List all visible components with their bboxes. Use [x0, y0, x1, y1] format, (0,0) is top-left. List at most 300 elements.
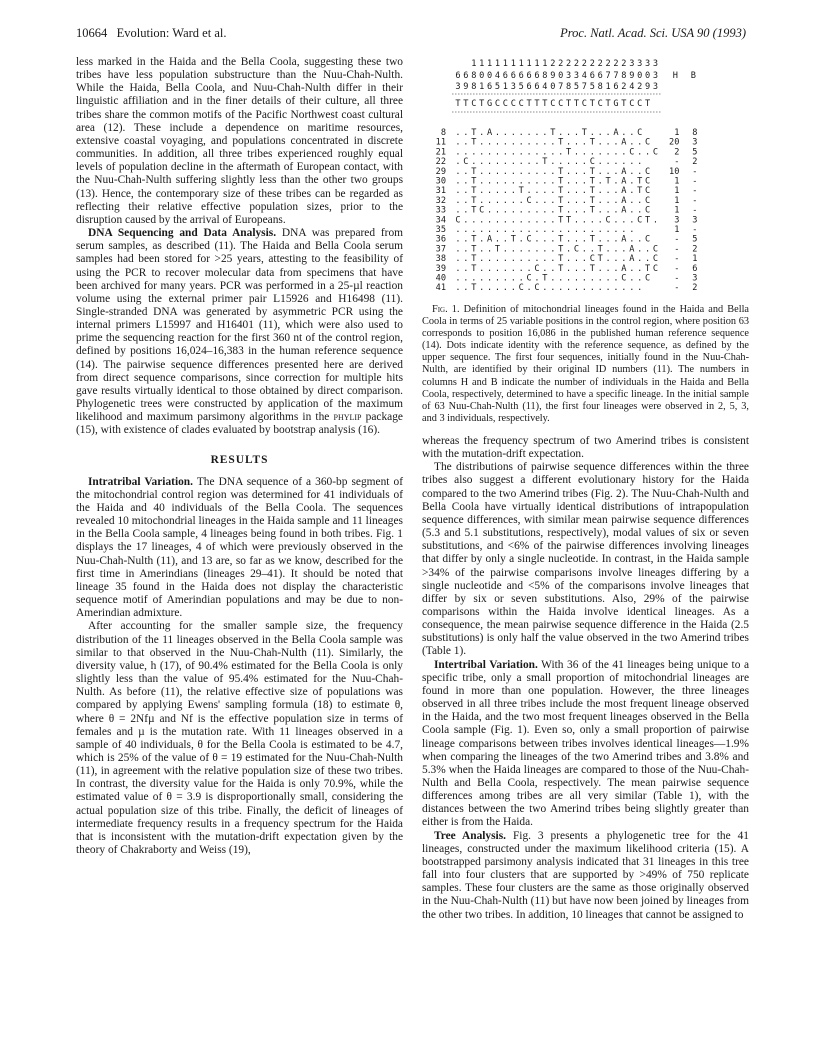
- position-digit: 5: [518, 82, 524, 92]
- sequence-base: .: [502, 263, 508, 274]
- reference-base: C: [510, 99, 516, 109]
- sequence-base: T: [510, 234, 516, 245]
- paragraph-intertribal: [422, 659, 749, 830]
- sequence-base: .: [455, 147, 461, 158]
- sequence-base: .: [637, 244, 643, 255]
- sequence-base: .: [637, 283, 643, 292]
- position-digit: 3: [652, 71, 659, 81]
- position-digit: 1: [605, 82, 611, 92]
- sequence-base: .: [605, 263, 611, 274]
- reference-base: T: [645, 99, 651, 109]
- reference-base: T: [566, 99, 572, 109]
- position-digit: 3: [455, 82, 461, 92]
- position-digit: 2: [605, 59, 611, 69]
- sequence-base: C: [645, 234, 651, 245]
- sequence-base: .: [463, 263, 469, 274]
- sequence-base: .: [581, 186, 587, 197]
- sequence-base: .: [534, 166, 540, 177]
- position-digit: 3: [566, 71, 572, 81]
- sequence-base: .: [613, 283, 619, 292]
- lineage-id: 8: [440, 128, 446, 138]
- bella-coola-count: 5: [692, 234, 698, 245]
- sequence-base: .: [573, 195, 580, 206]
- run-in-heading: Intertribal Variation.: [434, 658, 538, 671]
- sequence-base: .: [621, 254, 627, 265]
- figure-label: Fig. 1.: [432, 304, 460, 315]
- sequence-base: T: [589, 176, 595, 187]
- reference-base: C: [581, 99, 587, 109]
- sequence-base: .: [613, 195, 619, 206]
- sequence-base: .: [573, 283, 580, 292]
- lineage-id: 21: [435, 147, 446, 158]
- sequence-base: .: [534, 157, 540, 168]
- sequence-base: .: [502, 205, 508, 216]
- position-digit: 6: [510, 71, 516, 81]
- sequence-base: .: [479, 283, 485, 292]
- position-digit: 2: [573, 59, 580, 69]
- lineage-id: 41: [435, 283, 446, 292]
- sequence-base: .: [479, 128, 485, 138]
- sequence-base: T: [558, 195, 564, 206]
- sequence-base: A: [621, 205, 627, 216]
- sequence-base: T: [566, 215, 572, 226]
- sequence-base: .: [573, 176, 580, 187]
- sequence-base: .: [597, 176, 603, 187]
- position-digit: 6: [597, 71, 603, 81]
- sequence-base: .: [597, 225, 603, 235]
- sequence-base: .: [463, 147, 469, 158]
- sequence-base: .: [613, 244, 619, 255]
- right-column: [422, 56, 749, 922]
- haida-count: 1: [674, 186, 680, 197]
- sequence-base: .: [494, 263, 501, 274]
- sequence-base: .: [542, 205, 548, 216]
- position-digit: 2: [589, 59, 595, 69]
- position-digit: 6: [487, 82, 493, 92]
- sequence-base: .: [629, 128, 635, 138]
- sequence-base: .: [550, 147, 556, 158]
- sequence-base: .: [581, 205, 587, 216]
- sequence-base: .: [597, 137, 603, 148]
- figure-1-table: [422, 56, 749, 292]
- sequence-base: .: [613, 225, 619, 235]
- journal-citation: Proc. Natl. Acad. Sci. USA 90 (1993): [560, 26, 746, 40]
- haida-count: 1: [674, 128, 680, 138]
- paragraph-intratribal: [76, 476, 403, 621]
- position-digit: 9: [645, 82, 651, 92]
- sequence-base: .: [479, 234, 485, 245]
- sequence-base: .: [455, 195, 461, 206]
- position-digit: 2: [550, 59, 556, 69]
- sequence-base: T: [558, 234, 564, 245]
- sequence-base: .: [621, 283, 627, 292]
- sequence-base: .: [621, 157, 627, 168]
- sequence-base: .: [652, 215, 659, 226]
- sequence-base: C: [518, 283, 524, 292]
- sequence-base: .: [526, 166, 532, 177]
- sequence-base: .: [637, 205, 643, 216]
- sequence-base: .: [502, 244, 508, 255]
- position-digit: 3: [652, 59, 659, 69]
- sequence-base: .: [455, 254, 461, 265]
- position-digit: 4: [581, 71, 587, 81]
- paragraph-continued: less marked in the Haida and the Bella Coola, suggesting these two tribes have less population substructure than the Nuu-Chah-Nulth. While the Haida, Bella Coola, and Nuu-Chah-Nulth differ in their linguistic affiliation and in the finer details of their culture, all three tribes share the common motifs of the Pacific Northwest coast cultural area (12). These include a dependence on maritime resources, extensive coastal voyaging, and populations concentrated in discrete communities. In addition, all three tribes experienced roughly equal levels of population decline in the aftermath of European contact, with the Nuu-Chah-Nulth suffering slightly less than the other two groups (13). Hence, the contemporary size of these tribes can be regarded as reflecting their relative effective population sizes, prior to the disruption caused by the arrival of Europeans.: [76, 56, 403, 226]
- sequence-base: .: [502, 166, 508, 177]
- run-in-heading: Tree Analysis.: [434, 829, 507, 842]
- lineage-id: 31: [435, 186, 446, 197]
- sequence-base: .: [566, 195, 572, 206]
- sequence-base: A: [621, 176, 627, 187]
- sequence-base: .: [526, 244, 532, 255]
- sequence-base: T: [589, 195, 595, 206]
- sequence-base: T: [558, 244, 564, 255]
- sequence-base: .: [502, 254, 508, 265]
- sequence-base: .: [566, 263, 572, 274]
- position-digit: 3: [637, 59, 643, 69]
- lineage-id: 29: [435, 166, 446, 177]
- sequence-base: .: [518, 215, 524, 226]
- sequence-base: .: [455, 205, 461, 216]
- position-digit: 3: [573, 71, 580, 81]
- reference-base: T: [455, 99, 461, 109]
- sequence-base: .: [550, 157, 556, 168]
- sequence-base: .: [573, 215, 580, 226]
- sequence-base: .: [455, 166, 461, 177]
- sequence-base: T: [589, 263, 595, 274]
- bella-coola-count: 1: [692, 254, 698, 265]
- position-digit: 1: [510, 59, 516, 69]
- sequence-base: .: [566, 225, 572, 235]
- lineage-id: 36: [435, 234, 446, 245]
- sequence-base: .: [581, 244, 587, 255]
- sequence-base: .: [637, 234, 643, 245]
- sequence-base: .: [542, 254, 548, 265]
- sequence-base: .: [479, 186, 485, 197]
- sequence-base: .: [494, 215, 501, 226]
- position-digit: 9: [550, 71, 556, 81]
- sequence-base: .: [534, 225, 540, 235]
- caption-text: Definition of mitochondrial lineages found in the Haida and Bella Coola in terms of 25 variable positions in the control region, where position 63 corresponds to position 16,086 in the published human reference sequence (14). Dots indicate identity with the reference sequence, as defined by the upper sequence. The first four sequences, initially found in the Nuu-Chah-Nulth, are identified by their original ID numbers (11). The numbers in columns H and B indicate the number of individuals in the Haida and Bella Coola, respectively, determined to have a specific lineage. In the initial sample of 63 Nuu-Chah-Nulth (11), the first four lineages were observed in 2, 5, 3, and 3 individuals, respectively.: [422, 304, 749, 424]
- position-digit: 1: [542, 59, 548, 69]
- sequence-base: .: [550, 176, 556, 187]
- sequence-base: .: [510, 283, 516, 292]
- sequence-base: .: [502, 195, 508, 206]
- sequence-base: .: [510, 186, 516, 197]
- sequence-base: T: [589, 166, 595, 177]
- reference-base: T: [605, 99, 611, 109]
- position-digit: 7: [558, 82, 564, 92]
- haida-count: -: [674, 244, 680, 255]
- sequence-base: .: [605, 137, 611, 148]
- sequence-base: .: [558, 225, 564, 235]
- sequence-base: .: [463, 166, 469, 177]
- sequence-base: T: [550, 128, 556, 138]
- sequence-base: .: [494, 283, 501, 292]
- sequence-base: .: [550, 186, 556, 197]
- sequence-base: C: [645, 273, 651, 284]
- sequence-base: .: [518, 195, 524, 206]
- sequence-base: .: [455, 234, 461, 245]
- reference-base: T: [463, 99, 469, 109]
- sequence-base: .: [613, 147, 619, 158]
- sequence-base: .: [581, 225, 587, 235]
- sequence-base: .: [629, 234, 635, 245]
- sequence-base: T: [597, 254, 603, 265]
- column-header-b: B: [690, 71, 696, 81]
- sequence-base: .: [542, 225, 548, 235]
- haida-count: 1: [674, 225, 680, 235]
- sequence-base: .: [645, 244, 651, 255]
- sequence-base: .: [518, 254, 524, 265]
- position-digit: 7: [605, 71, 611, 81]
- sequence-base: .: [589, 244, 595, 255]
- sequence-base: .: [613, 254, 619, 265]
- lineage-id: 37: [435, 244, 446, 255]
- sequence-base: .: [471, 225, 477, 235]
- sequence-base: .: [542, 147, 548, 158]
- sequence-base: .: [494, 205, 501, 216]
- sequence-base: .: [526, 186, 532, 197]
- sequence-base: .: [526, 176, 532, 187]
- paragraph-text: The DNA sequence of a 360-bp segment of the mitochondrial control region was determined for 41 individuals of the Haida and 40 individuals of the Bella Coola. The sequences revealed 10 mitochondrial lineages in the Haida sample and 11 lineages in the Bella Coola sample, 4 lineages being found in both tribes. Fig. 1 displays the 17 lineages, 4 of which were previously observed in the Nuu-Chah-Nulth (11), and 13 are, so far as we know, described for the first time in Amerindians (lineages 29–41). It should be noted that lineage 35 found in the Haida does not display the characteristic sequence motif of Amerindian populations and may be due to non-Amerindian admixture.: [76, 475, 403, 620]
- reference-base: T: [534, 99, 540, 109]
- sequence-base: .: [479, 147, 485, 158]
- reference-base: C: [629, 99, 635, 109]
- sequence-base: .: [518, 176, 524, 187]
- sequence-base: .: [479, 254, 485, 265]
- sequence-base: T: [589, 205, 595, 216]
- sequence-base: .: [597, 215, 603, 226]
- paragraph-diversity: After accounting for the smaller sample size, the frequency distribution of the 11 lineages observed in the Bella Coola sample was similar to that observed in the Nuu-Chah-Nulth (11). Similarly, the diversity value, h (17), of 90.4% estimated for the Bella Coola is only slightly less than the value of 95.4% estimated for the Nuu-Chah-Nulth. As before (11), the relative effective size of populations was compared by applying Ewens' sampling formula (18) to estimate θ, where θ = 2Nfµ and Nf is the effective population size in terms of females and µ is the mutation rate. With 11 lineages observed in a sample of 40 individuals, θ for the Bella Coola is estimated to be 4.7, which is 25% of the value of θ = 19 estimated for the Nuu-Chah-Nulth (11), in agreement with the relative population size of these two tribes. In contrast, the diversity value for the Haida is only 70.9%, while the estimated value of θ = 3.9 is disproportionally small, considering the actual population size of this tribe. Finally, the deficit of lineages of intermediate frequency results in a frequency spectrum for the Haida that is inconsistent with the mutation-drift expectation given by the theory of Chakraborty and Weiss (19),: [76, 620, 403, 857]
- sequence-base: .: [471, 273, 477, 284]
- lineage-id: 33: [435, 205, 446, 216]
- sequence-base: .: [566, 234, 572, 245]
- sequence-base: .: [526, 128, 532, 138]
- sequence-base: .: [605, 128, 611, 138]
- position-digit: 6: [534, 71, 540, 81]
- sequence-base: .: [502, 283, 508, 292]
- sequence-base: .: [581, 176, 587, 187]
- reference-base: C: [502, 99, 508, 109]
- sequence-base: .: [605, 244, 611, 255]
- bella-coola-count: 8: [692, 128, 698, 138]
- reference-base: C: [518, 99, 524, 109]
- sequence-base: .: [605, 225, 611, 235]
- sequence-base: .: [605, 234, 611, 245]
- sequence-base: .: [629, 263, 635, 274]
- sequence-base: .: [479, 244, 485, 255]
- sequence-base: .: [542, 195, 548, 206]
- reference-base: T: [621, 99, 627, 109]
- sequence-base: .: [518, 157, 524, 168]
- sequence-base: .: [581, 137, 587, 148]
- lineage-id: 34: [435, 215, 446, 226]
- sequence-base: .: [479, 195, 485, 206]
- position-digit: 6: [534, 82, 540, 92]
- sequence-base: .: [479, 176, 485, 187]
- position-digit: 1: [534, 59, 540, 69]
- sequence-base: .: [534, 234, 540, 245]
- sequence-base: C: [645, 137, 651, 148]
- sequence-base: .: [542, 215, 548, 226]
- sequence-base: .: [573, 128, 580, 138]
- sequence-base: .: [573, 263, 580, 274]
- sequence-base: .: [471, 147, 477, 158]
- sequence-base: .: [613, 273, 619, 284]
- sequence-base: .: [613, 137, 619, 148]
- bella-coola-count: 3: [692, 215, 698, 226]
- reference-base: C: [494, 99, 501, 109]
- bella-coola-count: -: [692, 176, 698, 187]
- sequence-base: .: [455, 225, 461, 235]
- reference-base: T: [573, 99, 580, 109]
- position-digit: 1: [471, 59, 477, 69]
- sequence-base: .: [542, 244, 548, 255]
- sequence-base: .: [487, 205, 493, 216]
- sequence-base: .: [534, 215, 540, 226]
- sequence-base: T: [471, 263, 477, 274]
- sequence-base: C: [605, 215, 611, 226]
- sequence-base: .: [542, 234, 548, 245]
- sequence-base: .: [597, 186, 603, 197]
- position-digit: 6: [526, 71, 532, 81]
- sequence-base: .: [573, 157, 580, 168]
- sequence-base: .: [581, 195, 587, 206]
- position-digit: 1: [526, 59, 532, 69]
- run-in-heading: DNA Sequencing and Data Analysis.: [88, 227, 277, 240]
- sequence-base: .: [487, 254, 493, 265]
- sequence-base: .: [573, 205, 580, 216]
- sequence-base: .: [510, 147, 516, 158]
- sequence-base: .: [502, 128, 508, 138]
- lineage-id: 39: [435, 263, 446, 274]
- position-digit: 0: [645, 71, 651, 81]
- sequence-base: .: [550, 225, 556, 235]
- position-digit: 0: [479, 71, 485, 81]
- sequence-base: .: [605, 147, 611, 158]
- sequence-base: .: [645, 147, 651, 158]
- sequence-base: C: [645, 176, 651, 187]
- sequence-base: .: [463, 244, 469, 255]
- sequence-base: .: [581, 215, 587, 226]
- sequence-base: .: [629, 157, 635, 168]
- position-digit: 1: [487, 59, 493, 69]
- run-in-heading: Intratribal Variation.: [88, 475, 193, 488]
- sequence-base: .: [605, 195, 611, 206]
- position-digit: 9: [463, 82, 469, 92]
- sequence-base: .: [566, 186, 572, 197]
- sequence-base: .: [542, 176, 548, 187]
- sequence-base: A: [629, 244, 635, 255]
- running-header: [76, 26, 746, 42]
- sequence-base: .: [510, 225, 516, 235]
- position-digit: 1: [494, 59, 501, 69]
- software-name: phylip: [333, 411, 362, 424]
- sequence-base: .: [645, 254, 651, 265]
- sequence-base: .: [455, 176, 461, 187]
- sequence-base: .: [518, 244, 524, 255]
- position-digit: 3: [629, 59, 635, 69]
- sequence-base: .: [510, 244, 516, 255]
- sequence-base: .: [479, 157, 485, 168]
- sequence-base: .: [494, 225, 501, 235]
- sequence-base: T: [566, 147, 572, 158]
- sequence-base: .: [581, 263, 587, 274]
- sequence-base: .: [550, 166, 556, 177]
- reference-base: C: [597, 99, 603, 109]
- sequence-base: .: [573, 254, 580, 265]
- sequence-base: .: [637, 166, 643, 177]
- sequence-base: T: [471, 137, 477, 148]
- sequence-base: .: [629, 283, 635, 292]
- sequence-base: .: [463, 225, 469, 235]
- sequence-base: .: [566, 157, 572, 168]
- lineage-id: 38: [435, 254, 446, 265]
- position-digit: 0: [637, 71, 643, 81]
- position-digit: 2: [581, 59, 587, 69]
- sequence-base: .: [589, 273, 595, 284]
- position-digit: 1: [479, 82, 485, 92]
- sequence-base: .: [573, 225, 580, 235]
- sequence-base: .: [637, 254, 643, 265]
- bella-coola-count: 6: [692, 263, 698, 274]
- position-digit: 0: [550, 82, 556, 92]
- sequence-base: .: [534, 128, 540, 138]
- sequence-base: .: [526, 215, 532, 226]
- sequence-base: .: [518, 128, 524, 138]
- sequence-base: .: [510, 205, 516, 216]
- sequence-base: A: [487, 234, 493, 245]
- sequence-base: T: [558, 205, 564, 216]
- position-digit: 8: [597, 82, 603, 92]
- sequence-base: .: [502, 186, 508, 197]
- sequence-base: .: [550, 205, 556, 216]
- sequence-base: T: [471, 128, 477, 138]
- sequence-base: .: [558, 273, 564, 284]
- sequence-base: .: [463, 283, 469, 292]
- sequence-base: .: [629, 166, 635, 177]
- sequence-base: .: [589, 128, 595, 138]
- sequence-base: .: [463, 186, 469, 197]
- sequence-base: .: [613, 176, 619, 187]
- position-digit: 9: [629, 71, 635, 81]
- sequence-base: .: [597, 128, 603, 138]
- sequence-base: .: [637, 273, 643, 284]
- sequence-base: .: [502, 137, 508, 148]
- sequence-base: C: [589, 157, 595, 168]
- sequence-base: .: [534, 186, 540, 197]
- sequence-base: .: [589, 283, 595, 292]
- sequence-base: T: [645, 215, 651, 226]
- lineage-id: 30: [435, 176, 446, 187]
- sequence-base: .: [502, 234, 508, 245]
- sequence-base: .: [494, 195, 501, 206]
- sequence-base: .: [550, 283, 556, 292]
- sequence-base: .: [589, 147, 595, 158]
- position-digit: 2: [637, 82, 643, 92]
- sequence-base: T: [471, 166, 477, 177]
- position-digit: 7: [613, 71, 619, 81]
- sequence-base: .: [534, 205, 540, 216]
- sequence-base: .: [581, 234, 587, 245]
- lineage-id: 11: [435, 137, 446, 148]
- sequence-base: .: [629, 225, 635, 235]
- haida-count: -: [674, 254, 680, 265]
- sequence-base: .: [502, 157, 508, 168]
- sequence-base: .: [597, 273, 603, 284]
- sequence-base: .: [463, 137, 469, 148]
- sequence-base: .: [487, 176, 493, 187]
